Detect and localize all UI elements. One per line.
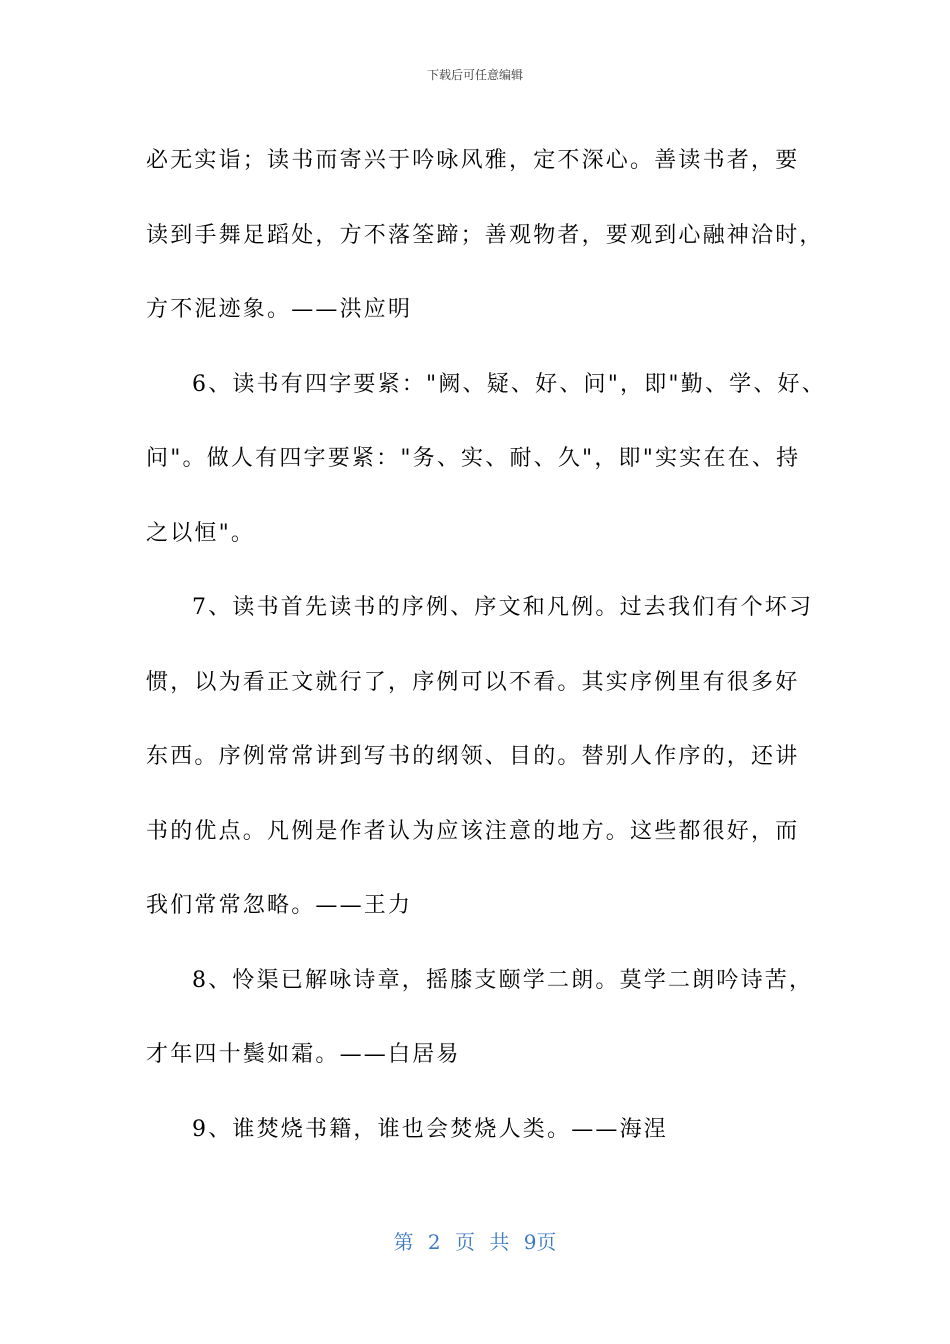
text-line: 东西。序例常常讲到写书的纲领、目的。替别人作序的，还讲 xyxy=(146,744,800,769)
text-line: 问"。做人有四字要紧："务、实、耐、久"，即"实实在在、持 xyxy=(146,446,801,471)
text-line: 9、谁焚烧书籍，谁也会焚烧人类。——海涅 xyxy=(192,1116,668,1142)
text-line: 读到手舞足蹈处，方不落筌蹄；善观物者，要观到心融神洽时， xyxy=(146,222,824,248)
text-line: 才年四十鬓如霜。——白居易 xyxy=(146,1042,461,1067)
text-line: 惯，以为看正文就行了，序例可以不看。其实序例里有很多好 xyxy=(146,669,800,695)
text-line: 之以恒"。 xyxy=(146,520,256,546)
text-line: 我们常常忽略。——王力 xyxy=(146,893,413,918)
header-note: 下载后可任意编辑 xyxy=(426,68,523,82)
body-text xyxy=(146,124,826,1167)
page-number: 第 2 页 共 9页 xyxy=(393,1230,557,1254)
text-line: 8、怜渠已解咏诗章，摇膝支颐学二朗。莫学二朗吟诗苦， xyxy=(192,967,814,993)
text-line: 6、读书有四字要紧："阙、疑、好、问"，即"勤、学、好、 xyxy=(192,371,826,397)
text-line: 方不泥迹象。——洪应明 xyxy=(146,297,413,322)
text-line: 书的优点。凡例是作者认为应该注意的地方。这些都很好，而 xyxy=(146,818,800,844)
text-line: 7、读书首先读书的序例、序文和凡例。过去我们有个坏习 xyxy=(192,595,814,620)
text-line: 必无实诣；读书而寄兴于吟咏风雅，定不深心。善读书者，要 xyxy=(146,148,800,173)
